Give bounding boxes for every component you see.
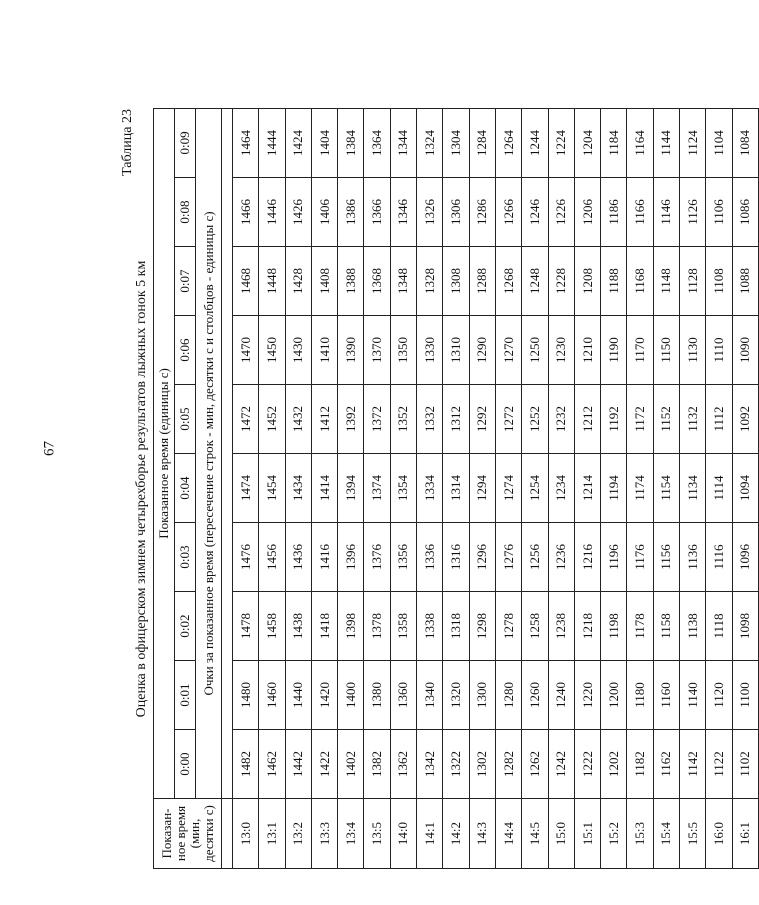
score-cell: 1324	[417, 108, 443, 177]
score-cell: 1282	[495, 730, 521, 799]
corner-line: ное время	[172, 805, 188, 862]
row-time-cell: 15:3	[627, 799, 653, 869]
score-cell: 1444	[259, 108, 285, 177]
score-cell: 1146	[653, 178, 679, 247]
score-cell: 1100	[732, 661, 758, 730]
row-time-cell: 15:2	[601, 799, 627, 869]
score-cell: 1442	[285, 730, 311, 799]
score-cell: 1286	[469, 178, 495, 247]
score-cell: 1090	[732, 316, 758, 385]
column-header: 0:01	[175, 661, 196, 730]
score-cell: 1300	[469, 661, 495, 730]
score-cell: 1306	[443, 178, 469, 247]
score-cell: 1226	[548, 178, 574, 247]
score-cell: 1474	[233, 454, 259, 523]
header-gap-row	[222, 108, 233, 868]
table-row	[548, 108, 574, 868]
score-cell: 1358	[390, 592, 416, 661]
score-cell: 1124	[680, 108, 706, 177]
score-cell: 1154	[653, 454, 679, 523]
score-cell: 1462	[259, 730, 285, 799]
score-cell: 1160	[653, 661, 679, 730]
table-row	[653, 108, 679, 868]
table-row	[443, 108, 469, 868]
score-cell: 1276	[495, 523, 521, 592]
score-cell: 1352	[390, 385, 416, 454]
score-cell: 1142	[680, 730, 706, 799]
score-cell: 1314	[443, 454, 469, 523]
score-cell: 1126	[680, 178, 706, 247]
score-cell: 1428	[285, 247, 311, 316]
score-cell: 1340	[417, 661, 443, 730]
score-cell: 1378	[364, 592, 390, 661]
row-time-cell: 16:0	[706, 799, 732, 869]
score-cell: 1400	[338, 661, 364, 730]
score-cell: 1202	[601, 730, 627, 799]
score-cell: 1482	[233, 730, 259, 799]
row-time-cell: 15:1	[574, 799, 600, 869]
row-time-cell: 13:4	[338, 799, 364, 869]
score-cell: 1210	[574, 316, 600, 385]
score-cell: 1412	[311, 385, 337, 454]
score-cell: 1112	[706, 385, 732, 454]
table-row	[522, 108, 548, 868]
score-cell: 1330	[417, 316, 443, 385]
score-cell: 1204	[574, 108, 600, 177]
row-time-cell: 14:1	[417, 799, 443, 869]
score-cell: 1106	[706, 178, 732, 247]
score-cell: 1316	[443, 523, 469, 592]
score-cell: 1174	[627, 454, 653, 523]
score-cell: 1384	[338, 108, 364, 177]
score-cell: 1248	[522, 247, 548, 316]
score-cell: 1270	[495, 316, 521, 385]
table-row	[259, 108, 285, 868]
score-cell: 1110	[706, 316, 732, 385]
score-cell: 1326	[417, 178, 443, 247]
score-cell: 1312	[443, 385, 469, 454]
score-cell: 1178	[627, 592, 653, 661]
score-cell: 1408	[311, 247, 337, 316]
score-cell: 1436	[285, 523, 311, 592]
score-cell: 1198	[601, 592, 627, 661]
score-cell: 1290	[469, 316, 495, 385]
score-cell: 1294	[469, 454, 495, 523]
score-cell: 1242	[548, 730, 574, 799]
score-cell: 1426	[285, 178, 311, 247]
table-row	[285, 108, 311, 868]
score-cell: 1464	[233, 108, 259, 177]
score-cell: 1252	[522, 385, 548, 454]
score-cell: 1216	[574, 523, 600, 592]
score-cell: 1416	[311, 523, 337, 592]
score-cell: 1368	[364, 247, 390, 316]
corner-line: Показан-	[158, 808, 174, 859]
score-cell: 1430	[285, 316, 311, 385]
score-cell: 1214	[574, 454, 600, 523]
corner-line: десятки с)	[200, 805, 216, 862]
score-cell: 1102	[732, 730, 758, 799]
page-number: 67	[41, 441, 58, 456]
score-cell: 1346	[390, 178, 416, 247]
score-cell: 1254	[522, 454, 548, 523]
score-cell: 1420	[311, 661, 337, 730]
score-cell: 1108	[706, 247, 732, 316]
score-cell: 1156	[653, 523, 679, 592]
score-cell: 1244	[522, 108, 548, 177]
score-cell: 1382	[364, 730, 390, 799]
score-cell: 1386	[338, 178, 364, 247]
score-cell: 1250	[522, 316, 548, 385]
score-cell: 1200	[601, 661, 627, 730]
score-cell: 1182	[627, 730, 653, 799]
score-cell: 1480	[233, 661, 259, 730]
score-cell: 1128	[680, 247, 706, 316]
table-row	[601, 108, 627, 868]
score-cell: 1268	[495, 247, 521, 316]
score-cell: 1406	[311, 178, 337, 247]
score-cell: 1086	[732, 178, 758, 247]
row-time-cell: 13:3	[311, 799, 337, 869]
score-cell: 1338	[417, 592, 443, 661]
score-cell: 1166	[627, 178, 653, 247]
score-cell: 1404	[311, 108, 337, 177]
score-cell: 1088	[732, 247, 758, 316]
score-cell: 1208	[574, 247, 600, 316]
score-cell: 1360	[390, 661, 416, 730]
row-time-cell: 14:3	[469, 799, 495, 869]
score-cell: 1372	[364, 385, 390, 454]
column-header: 0:06	[175, 316, 196, 385]
score-cell: 1396	[338, 523, 364, 592]
header-row-group	[154, 108, 175, 868]
score-cell: 1458	[259, 592, 285, 661]
score-cell: 1230	[548, 316, 574, 385]
score-cell: 1478	[233, 592, 259, 661]
table-row	[706, 108, 732, 868]
column-header: 0:02	[175, 592, 196, 661]
score-cell: 1234	[548, 454, 574, 523]
score-cell: 1236	[548, 523, 574, 592]
score-cell: 1118	[706, 592, 732, 661]
score-cell: 1366	[364, 178, 390, 247]
score-cell: 1288	[469, 247, 495, 316]
score-cell: 1394	[338, 454, 364, 523]
score-cell: 1362	[390, 730, 416, 799]
score-cell: 1450	[259, 316, 285, 385]
score-cell: 1466	[233, 178, 259, 247]
score-cell: 1272	[495, 385, 521, 454]
score-cell: 1456	[259, 523, 285, 592]
score-cell: 1238	[548, 592, 574, 661]
score-cell: 1218	[574, 592, 600, 661]
row-time-cell: 15:4	[653, 799, 679, 869]
score-cell: 1370	[364, 316, 390, 385]
row-time-cell: 16:1	[732, 799, 758, 869]
score-cell: 1136	[680, 523, 706, 592]
header-row-columns	[175, 108, 196, 868]
score-cell: 1116	[706, 523, 732, 592]
table-row	[390, 108, 416, 868]
score-cell: 1192	[601, 385, 627, 454]
score-cell: 1304	[443, 108, 469, 177]
score-cell: 1256	[522, 523, 548, 592]
score-cell: 1310	[443, 316, 469, 385]
score-cell: 1134	[680, 454, 706, 523]
score-cell: 1138	[680, 592, 706, 661]
score-cell: 1180	[627, 661, 653, 730]
corner-header-cell	[154, 799, 222, 869]
score-cell: 1280	[495, 661, 521, 730]
score-cell: 1476	[233, 523, 259, 592]
score-cell: 1332	[417, 385, 443, 454]
score-cell: 1342	[417, 730, 443, 799]
score-cell: 1122	[706, 730, 732, 799]
score-cell: 1328	[417, 247, 443, 316]
table-row	[311, 108, 337, 868]
score-cell: 1364	[364, 108, 390, 177]
column-header: 0:00	[175, 730, 196, 799]
score-cell: 1260	[522, 661, 548, 730]
score-cell: 1184	[601, 108, 627, 177]
score-cell: 1094	[732, 454, 758, 523]
score-cell: 1258	[522, 592, 548, 661]
score-cell: 1432	[285, 385, 311, 454]
score-cell: 1418	[311, 592, 337, 661]
score-cell: 1274	[495, 454, 521, 523]
score-cell: 1190	[601, 316, 627, 385]
score-cell: 1206	[574, 178, 600, 247]
row-time-cell: 13:1	[259, 799, 285, 869]
score-cell: 1308	[443, 247, 469, 316]
row-time-cell: 13:0	[233, 799, 259, 869]
score-cell: 1448	[259, 247, 285, 316]
subtitle-cell: Очки за показанное время (пересечение строк - мин, десятки с и столбцов - единицы с)	[196, 108, 222, 798]
group-title-cell: Показанное время (единицы с)	[154, 108, 175, 798]
score-cell: 1164	[627, 108, 653, 177]
score-cell: 1350	[390, 316, 416, 385]
column-header: 0:08	[175, 178, 196, 247]
score-cell: 1398	[338, 592, 364, 661]
score-cell: 1376	[364, 523, 390, 592]
score-cell: 1170	[627, 316, 653, 385]
score-cell: 1452	[259, 385, 285, 454]
score-cell: 1390	[338, 316, 364, 385]
table-row	[574, 108, 600, 868]
score-cell: 1084	[732, 108, 758, 177]
column-header: 0:07	[175, 247, 196, 316]
column-header: 0:05	[175, 385, 196, 454]
table-row	[233, 108, 259, 868]
score-cell: 1470	[233, 316, 259, 385]
score-cell: 1278	[495, 592, 521, 661]
score-cell: 1114	[706, 454, 732, 523]
score-cell: 1292	[469, 385, 495, 454]
score-cell: 1460	[259, 661, 285, 730]
score-cell: 1388	[338, 247, 364, 316]
header-row-subtitle	[196, 108, 222, 868]
score-cell: 1422	[311, 730, 337, 799]
score-cell: 1168	[627, 247, 653, 316]
score-cell: 1266	[495, 178, 521, 247]
score-cell: 1440	[285, 661, 311, 730]
row-time-cell: 15:0	[548, 799, 574, 869]
score-cell: 1148	[653, 247, 679, 316]
rotated-page-content	[120, 109, 753, 869]
score-cell: 1224	[548, 108, 574, 177]
score-cell: 1196	[601, 523, 627, 592]
gap-cell	[222, 108, 233, 798]
score-cell: 1302	[469, 730, 495, 799]
table-row	[732, 108, 758, 868]
table-row	[417, 108, 443, 868]
score-cell: 1158	[653, 592, 679, 661]
column-header: 0:04	[175, 454, 196, 523]
score-cell: 1212	[574, 385, 600, 454]
table-row	[364, 108, 390, 868]
score-cell: 1194	[601, 454, 627, 523]
score-cell: 1162	[653, 730, 679, 799]
score-cell: 1262	[522, 730, 548, 799]
score-cell: 1264	[495, 108, 521, 177]
score-cell: 1468	[233, 247, 259, 316]
score-cell: 1296	[469, 523, 495, 592]
score-cell: 1140	[680, 661, 706, 730]
score-cell: 1318	[443, 592, 469, 661]
table-label: Таблица 23	[120, 109, 135, 176]
row-time-cell: 14:5	[522, 799, 548, 869]
corner-line: (мин,	[186, 818, 202, 849]
score-cell: 1410	[311, 316, 337, 385]
table-row	[495, 108, 521, 868]
row-time-cell: 15:5	[680, 799, 706, 869]
score-cell: 1402	[338, 730, 364, 799]
row-time-cell: 14:2	[443, 799, 469, 869]
table-row	[680, 108, 706, 868]
score-cell: 1092	[732, 385, 758, 454]
row-time-cell: 14:0	[390, 799, 416, 869]
row-time-cell: 13:5	[364, 799, 390, 869]
table-row	[469, 108, 495, 868]
score-cell: 1228	[548, 247, 574, 316]
score-cell: 1220	[574, 661, 600, 730]
score-cell: 1392	[338, 385, 364, 454]
gap-cell	[222, 799, 233, 869]
score-cell: 1176	[627, 523, 653, 592]
score-cell: 1424	[285, 108, 311, 177]
score-cell: 1120	[706, 661, 732, 730]
score-cell: 1354	[390, 454, 416, 523]
score-cell: 1334	[417, 454, 443, 523]
table-row	[627, 108, 653, 868]
score-cell: 1188	[601, 247, 627, 316]
row-time-cell: 13:2	[285, 799, 311, 869]
score-cell: 1438	[285, 592, 311, 661]
score-cell: 1240	[548, 661, 574, 730]
score-cell: 1298	[469, 592, 495, 661]
table-body	[233, 108, 759, 868]
score-cell: 1186	[601, 178, 627, 247]
score-cell: 1172	[627, 385, 653, 454]
score-cell: 1374	[364, 454, 390, 523]
score-cell: 1130	[680, 316, 706, 385]
score-cell: 1096	[732, 523, 758, 592]
score-cell: 1414	[311, 454, 337, 523]
column-header: 0:09	[175, 108, 196, 177]
score-table	[153, 108, 759, 869]
row-time-cell: 14:4	[495, 799, 521, 869]
score-cell: 1098	[732, 592, 758, 661]
score-cell: 1284	[469, 108, 495, 177]
column-header: 0:03	[175, 523, 196, 592]
score-cell: 1320	[443, 661, 469, 730]
table-row	[338, 108, 364, 868]
score-cell: 1380	[364, 661, 390, 730]
score-cell: 1446	[259, 178, 285, 247]
score-cell: 1356	[390, 523, 416, 592]
score-cell: 1150	[653, 316, 679, 385]
score-cell: 1132	[680, 385, 706, 454]
score-cell: 1434	[285, 454, 311, 523]
score-cell: 1344	[390, 108, 416, 177]
score-cell: 1322	[443, 730, 469, 799]
score-cell: 1232	[548, 385, 574, 454]
score-cell: 1144	[653, 108, 679, 177]
score-cell: 1454	[259, 454, 285, 523]
table-caption: Оценка в офицерском зимнем четырехборье результатов лыжных гонок 5 км	[134, 260, 149, 718]
score-cell: 1104	[706, 108, 732, 177]
score-cell: 1246	[522, 178, 548, 247]
score-cell: 1348	[390, 247, 416, 316]
score-cell: 1336	[417, 523, 443, 592]
score-cell: 1152	[653, 385, 679, 454]
score-cell: 1472	[233, 385, 259, 454]
score-cell: 1222	[574, 730, 600, 799]
